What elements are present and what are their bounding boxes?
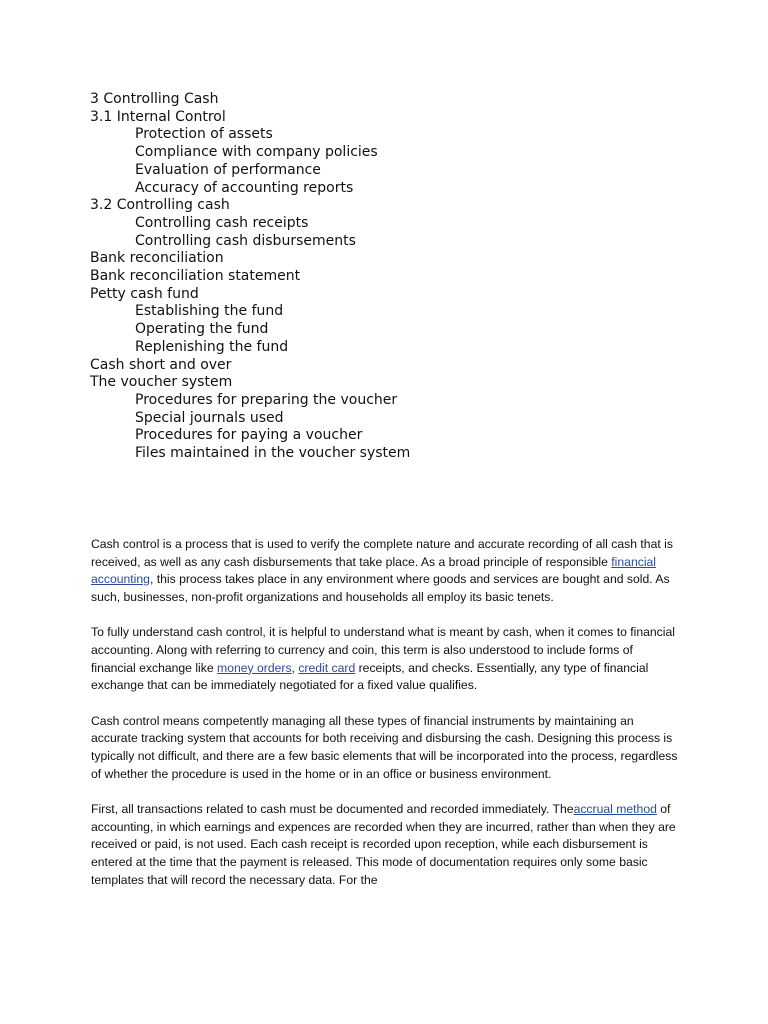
outline-item: Cash short and over	[90, 356, 232, 373]
outline-subitem: Controlling cash disbursements	[135, 232, 356, 249]
outline-subitem: Special journals used	[135, 409, 284, 426]
paragraph-transactions-recorded: First, all transactions related to cash must be documented and recorded immediately. Theaccrual method of accounting, in which earnings and expences are recorded when they are incurred, rather than when they are received or paid, is not used. Each cash receipt is recorded upon reception, while each disbursement is entered at the time that the payment is released. This mode of documentation requires only some basic templates that will record the necessary data. For the	[91, 802, 676, 887]
article-body	[91, 536, 681, 907]
outline-item: Bank reconciliation statement	[90, 268, 301, 285]
paragraph-managing-instruments: Cash control means competently managing all these types of financial instruments by maintaining an accurate tracking system that accounts for both receiving and disbursing the cash. Designing this process is typically not difficult, and there are a few basic elements that will be incorporated into the process, regardless of whether the procedure is used in the home or in an office or business environment.	[91, 713, 678, 781]
outline-subitem: Procedures for preparing the voucher	[135, 391, 398, 408]
outline-subitem: Replenishing the fund	[135, 338, 289, 355]
link-accrual-method[interactable]: accrual method	[573, 802, 657, 817]
outline-item: Bank reconciliation	[90, 250, 224, 267]
outline-subitem: Procedures for paying a voucher	[135, 427, 363, 444]
outline-subitem: Operating the fund	[135, 321, 269, 338]
paragraph-meaning-of-cash: To fully understand cash control, it is helpful to understand what is meant by cash, when it comes to financial accounting. Along with referring to currency and coin, this term is also understood to include forms of financial exchange like money orders, credit card receipts, and checks. Essentially, any type of financial exchange that can be immediately negotiated for a fixed value qualifies.	[91, 625, 675, 693]
outline-list	[90, 91, 410, 463]
outline-subitem: Accuracy of accounting reports	[135, 179, 354, 196]
link-financial-accounting[interactable]: financial accounting	[91, 554, 657, 587]
outline-subitem: Evaluation of performance	[135, 161, 321, 178]
outline-item: Petty cash fund	[90, 285, 199, 302]
link-credit-card[interactable]: credit card	[298, 660, 356, 675]
link-money-orders[interactable]: money orders	[217, 660, 292, 675]
outline-item: 3 Controlling Cash	[90, 91, 219, 107]
outline-subitem: Protection of assets	[135, 126, 273, 143]
outline-item: The voucher system	[90, 374, 233, 391]
outline-subitem: Files maintained in the voucher system	[135, 445, 411, 462]
outline-subitem: Controlling cash receipts	[135, 214, 309, 231]
outline-subitem: Establishing the fund	[135, 303, 284, 320]
outline-item: 3.1 Internal Control	[90, 108, 226, 125]
outline-item: 3.2 Controlling cash	[90, 197, 230, 214]
paragraph-cash-control-definition: Cash control is a process that is used to verify the complete nature and accurate recording of all cash that is received, as well as any cash disbursements that take place. As a broad principle of responsible financial accounting, this process takes place in any environment where goods and services are bought and sold. As such, businesses, non-profit organizations and households all employ its basic tenets.	[91, 537, 673, 604]
outline-subitem: Compliance with company policies	[135, 144, 378, 161]
